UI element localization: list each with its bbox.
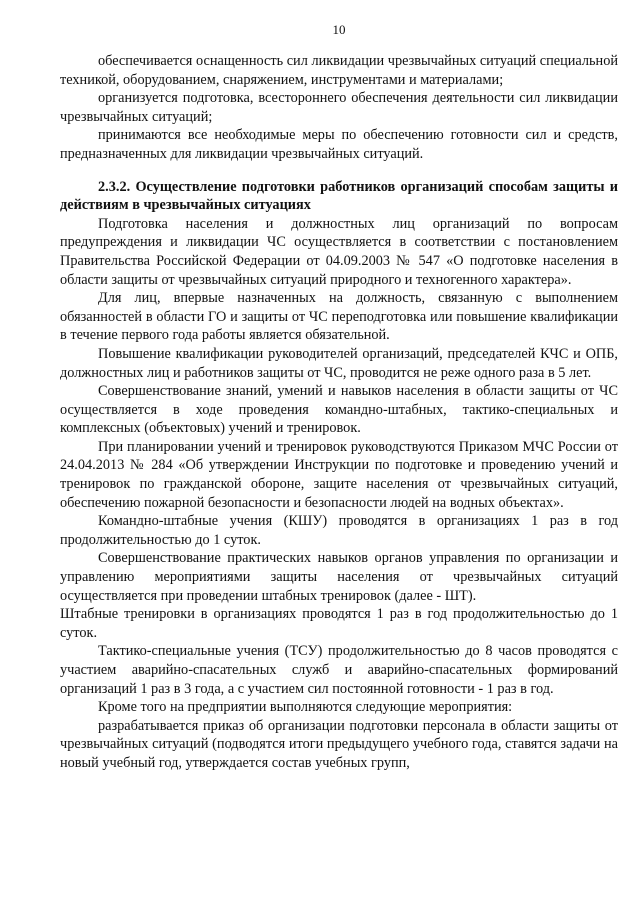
section-heading (60, 178, 618, 215)
intro-paragraph: принимаются все необходимые меры по обеспечению готовности сил и средств, предназначенных для ликвидации чрезвычайных ситуаций. (60, 127, 618, 162)
body-paragraph: Кроме того на предприятии выполняются следующие мероприятия: (98, 699, 513, 716)
document-body (60, 52, 618, 773)
intro-paragraph: обеспечивается оснащенность сил ликвидации чрезвычайных ситуаций специальной техникой, оборудованием, снаряжением, инструментами и материалами; (60, 53, 618, 88)
body-paragraph: Совершенствование практических навыков органов управления по организации и управлению мероприятиями защиты населения от чрезвычайных ситуаций осуществляется при проведении штабных тренировок (далее - ШТ). (60, 550, 618, 604)
body-paragraph: Совершенствование знаний, умений и навыков населения в области защиты от ЧС осуществляется в ходе проведения командно-штабных, тактико-специальных и комплексных (объектовых) учений и тренировок. (60, 383, 618, 437)
page-number: 10 (332, 22, 346, 37)
section-spacer (60, 164, 618, 178)
intro-paragraph: организуется подготовка, всестороннего обеспечения деятельности сил ликвидации чрезвычайных ситуаций; (60, 90, 618, 125)
body-paragraph: Повышение квалификации руководителей организаций, председателей КЧС и ОПБ, должностных лиц и работников защиты от ЧС, проводится не реже одного раза в 5 лет. (60, 345, 618, 381)
body-paragraph: Тактико-специальные учения (ТСУ) продолжительностью до 8 часов проводятся с участием аварийно-спасательных служб и аварийно-спасательных формирований организаций 1 раз в 3 года, а с участием сил постоянной готовности - 1 раз в год. (60, 643, 618, 697)
body-paragraph: Штабные тренировки в организациях проводятся 1 раз в год продолжительностью до 1 суток. (60, 606, 618, 641)
section-number: 2.3.2. (98, 178, 131, 195)
body-paragraph: Для лиц, впервые назначенных на должность, связанную с выполнением обязанностей в области ГО и защиты от ЧС переподготовка или повышение квалификации в течение первого года работы является обязательной. (60, 290, 618, 344)
body-paragraph: Подготовка населения и должностных лиц организаций по вопросам предупреждения и ликвидации ЧС осуществляется в соответствии с постановлением Правительства Российской Федерации от 04.09.2003 № 547 «О подготовке населения в области защиты от чрезвычайных ситуаций природного и техногенного характера». (60, 215, 618, 288)
body-paragraph: При планировании учений и тренировок руководствуются Приказом МЧС России от 24.04.2013 № 284 «Об утверждении Инструкции по подготовке и проведению учений и тренировок по гражданской обороне, защите населения от чрезвычайных ситуаций, обеспечению пожарной безопасности и безопасности людей на водных объектах». (60, 438, 618, 511)
section-title: Осуществление подготовки работников организаций способам защиты и действиям в чрезвычайных ситуациях (60, 178, 618, 214)
body-paragraph: Командно-штабные учения (КШУ) проводятся в организациях 1 раз в год продолжительностью до 1 суток. (60, 513, 618, 548)
body-paragraph: разрабатывается приказ об организации подготовки персонала в области защиты от чрезвычайных ситуаций (подводятся итоги предыдущего учебного года, ставятся задачи на новый учебный год, утверждается состав учебных групп, (60, 717, 618, 771)
